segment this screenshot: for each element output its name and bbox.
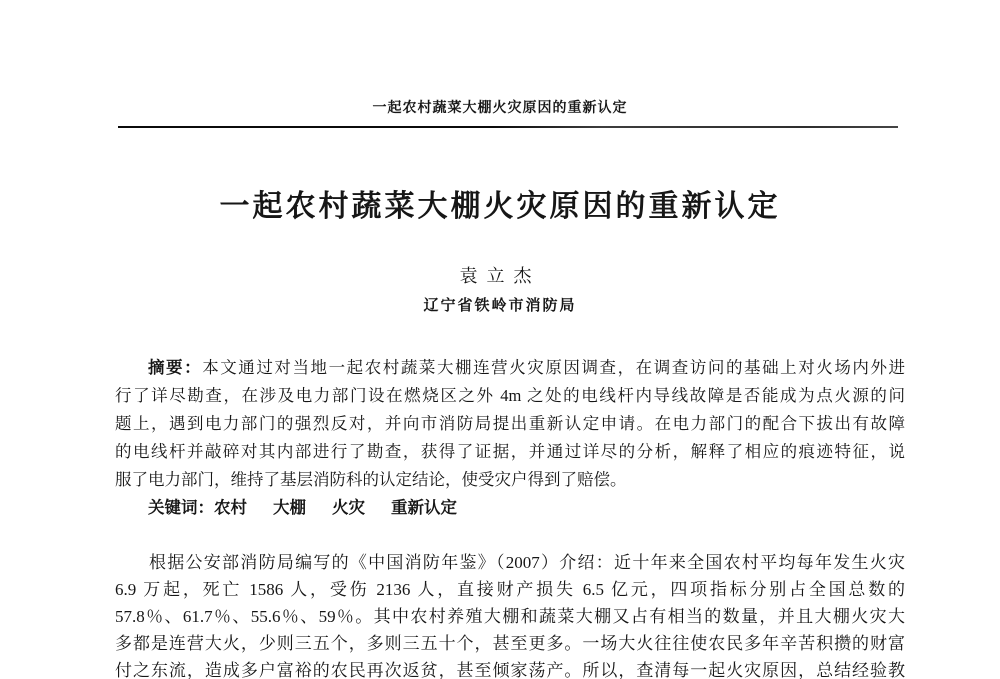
keyword-item: 重新认定 (391, 498, 457, 517)
abstract-line: 行了详尽勘查，在涉及电力部门设在燃烧区之外 4m 之处的电线杆内导线故障是否能成为点火源的问 (115, 386, 905, 405)
author-name: 袁立杰 (459, 266, 541, 286)
keywords-label: 关键词： (148, 498, 214, 517)
body-line: 根据公安部消防局编写的《中国消防年鉴》（2007）介绍：近十年来全国农村平均每年发生火灾 (149, 553, 905, 572)
body-line: 付之东流，造成多户富裕的农民再次返贫，甚至倾家荡产。所以，查清每一起火灾原因，总结经验教 (115, 661, 905, 679)
keywords-line (115, 494, 905, 522)
paper-title: 一起农村蔬菜大棚火灾原因的重新认定 (219, 190, 781, 223)
running-head: 一起农村蔬菜大棚火灾原因的重新认定 (372, 99, 628, 115)
abstract-line (115, 354, 905, 382)
header-rule (118, 126, 898, 128)
body-paragraph (115, 549, 905, 679)
abstract-section (115, 354, 905, 522)
abstract-line: 的电线杆并敲碎对其内部进行了勘查，获得了证据，并通过详尽的分析，解释了相应的痕迹特征，说 (115, 442, 905, 461)
keyword-item: 火灾 (332, 498, 365, 517)
keyword-item: 大棚 (273, 498, 306, 517)
body-line: 57.8％、61.7％、55.6％、59％。其中农村养殖大棚和蔬菜大棚又占有相当的数量，并且大棚火灾大 (115, 607, 905, 626)
keyword-item: 农村 (214, 498, 247, 517)
body-line: 多都是连营大火，少则三五个，多则三五十个，甚至更多。一场大火往往使农民多年辛苦积攒的财富 (115, 634, 905, 653)
author-affiliation: 辽宁省铁岭市消防局 (423, 298, 577, 314)
abstract-line: 服了电力部门，维持了基层消防科的认定结论，使受灾户得到了赔偿。 (115, 470, 627, 489)
body-line: 6.9 万起，死亡 1586 人，受伤 2136 人，直接财产损失 6.5 亿元，四项指标分别占全国总数的 (115, 580, 905, 599)
abstract-label: 摘要： (148, 358, 203, 377)
abstract-line: 题上，遇到电力部门的强烈反对，并向市消防局提出重新认定申请。在电力部门的配合下拔出有故障 (115, 414, 905, 433)
abstract-text: 本文通过对当地一起农村蔬菜大棚连营火灾原因调查，在调查访问的基础上对火场内外进 (202, 358, 905, 377)
